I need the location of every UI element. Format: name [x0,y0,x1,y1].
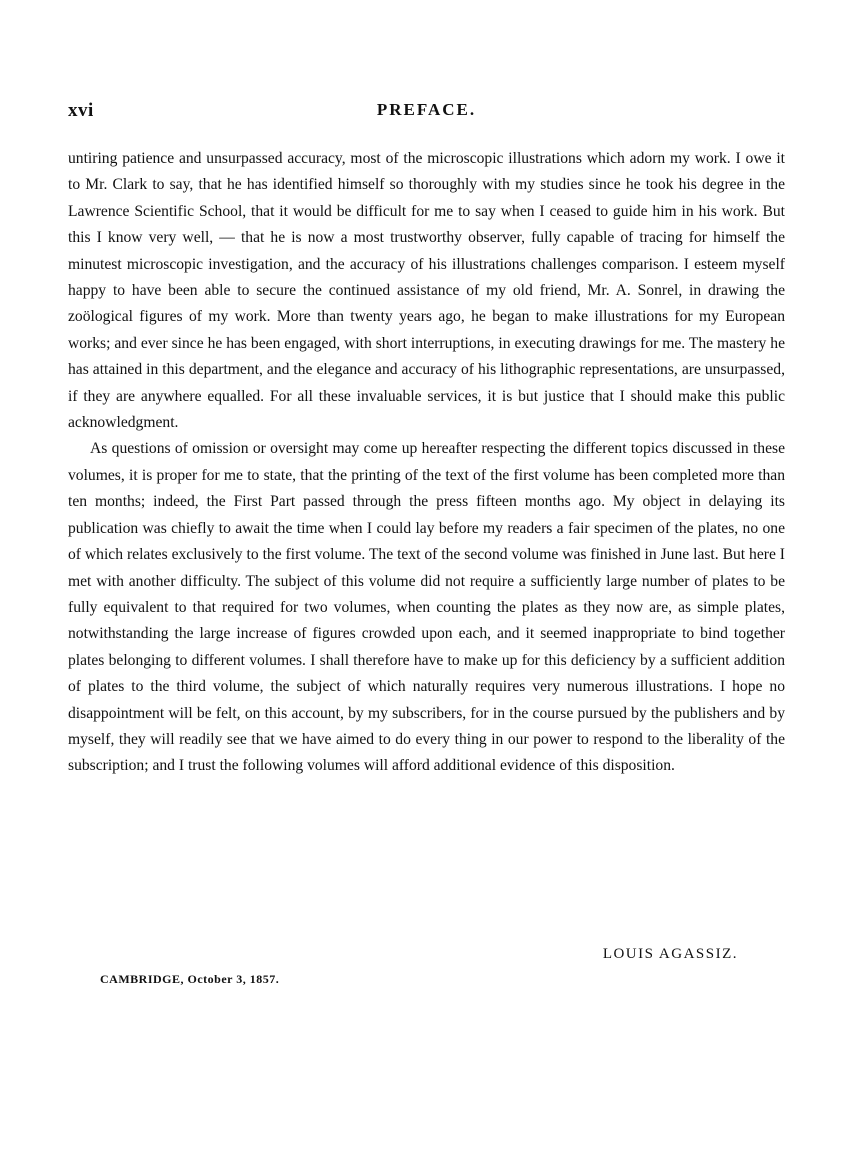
paragraph-continued: untiring patience and unsurpassed accuracy, most of the microscopic illustrations which adorn my work. I owe it to Mr. Clark to say, that he has identified himself so thoroughly with my studies since he took his degree in the Lawrence Scientific School, that it would be difficult for me to say when I ceased to guide him in his work. But this I know very well, — that he is now a most trustworthy observer, fully capable of tracing for himself the minutest microscopic investigation, and the accuracy of his illustrations challenges comparison. I esteem myself happy to have been able to secure the continued assistance of my old friend, Mr. A. Sonrel, in drawing the zoölogical figures of my work. More than twenty years ago, he began to make illustrations for my European works; and ever since he has been engaged, with short interruptions, in executing drawings for me. The mastery he has attained in this department, and the elegance and accuracy of his lithographic representations, are unsurpassed, if they are anywhere equalled. For all these invaluable services, it is but justice that I should make this public acknowledgment. [68,150,785,432]
place-and-date: CAMBRIDGE, October 3, 1857. [100,972,280,986]
page-number: xvi [68,100,94,121]
paragraph-omissions: As questions of omission or oversight may come up hereafter respecting the different topics discussed in these volumes, it is proper for me to state, that the printing of the text of the first volume has been completed more than ten months; indeed, the First Part passed through the press fifteen months ago. My object in delaying its publication was chiefly to await the time when I could lay before my readers a fair specimen of the plates, no one of which relates exclusively to the first volume. The text of the second volume was finished in June last. But here I met with another difficulty. The subject of this volume did not require a sufficiently large number of plates to be fully equivalent to that required for two volumes, when counting the plates as they now are, as simple plates, notwithstanding the large increase of figures crowded upon each, and it seemed inappropriate to bind together plates belonging to different volumes. I shall therefore have to make up for this deficiency by a sufficient addition of plates to the third volume, the subject of which naturally requires very numerous illustrations. I hope no disappointment will be felt, on this account, by my subscribers, for in the course pursued by the publishers and by myself, they will readily see that we have aimed to do every thing in our power to respond to the liberality of the subscription; and I trust the following volumes will afford additional evidence of this disposition. [68,440,785,775]
author-signature: LOUIS AGASSIZ. [602,946,738,962]
page-header [68,100,785,130]
page-title: PREFACE. [376,100,477,119]
preface-body [68,146,785,780]
